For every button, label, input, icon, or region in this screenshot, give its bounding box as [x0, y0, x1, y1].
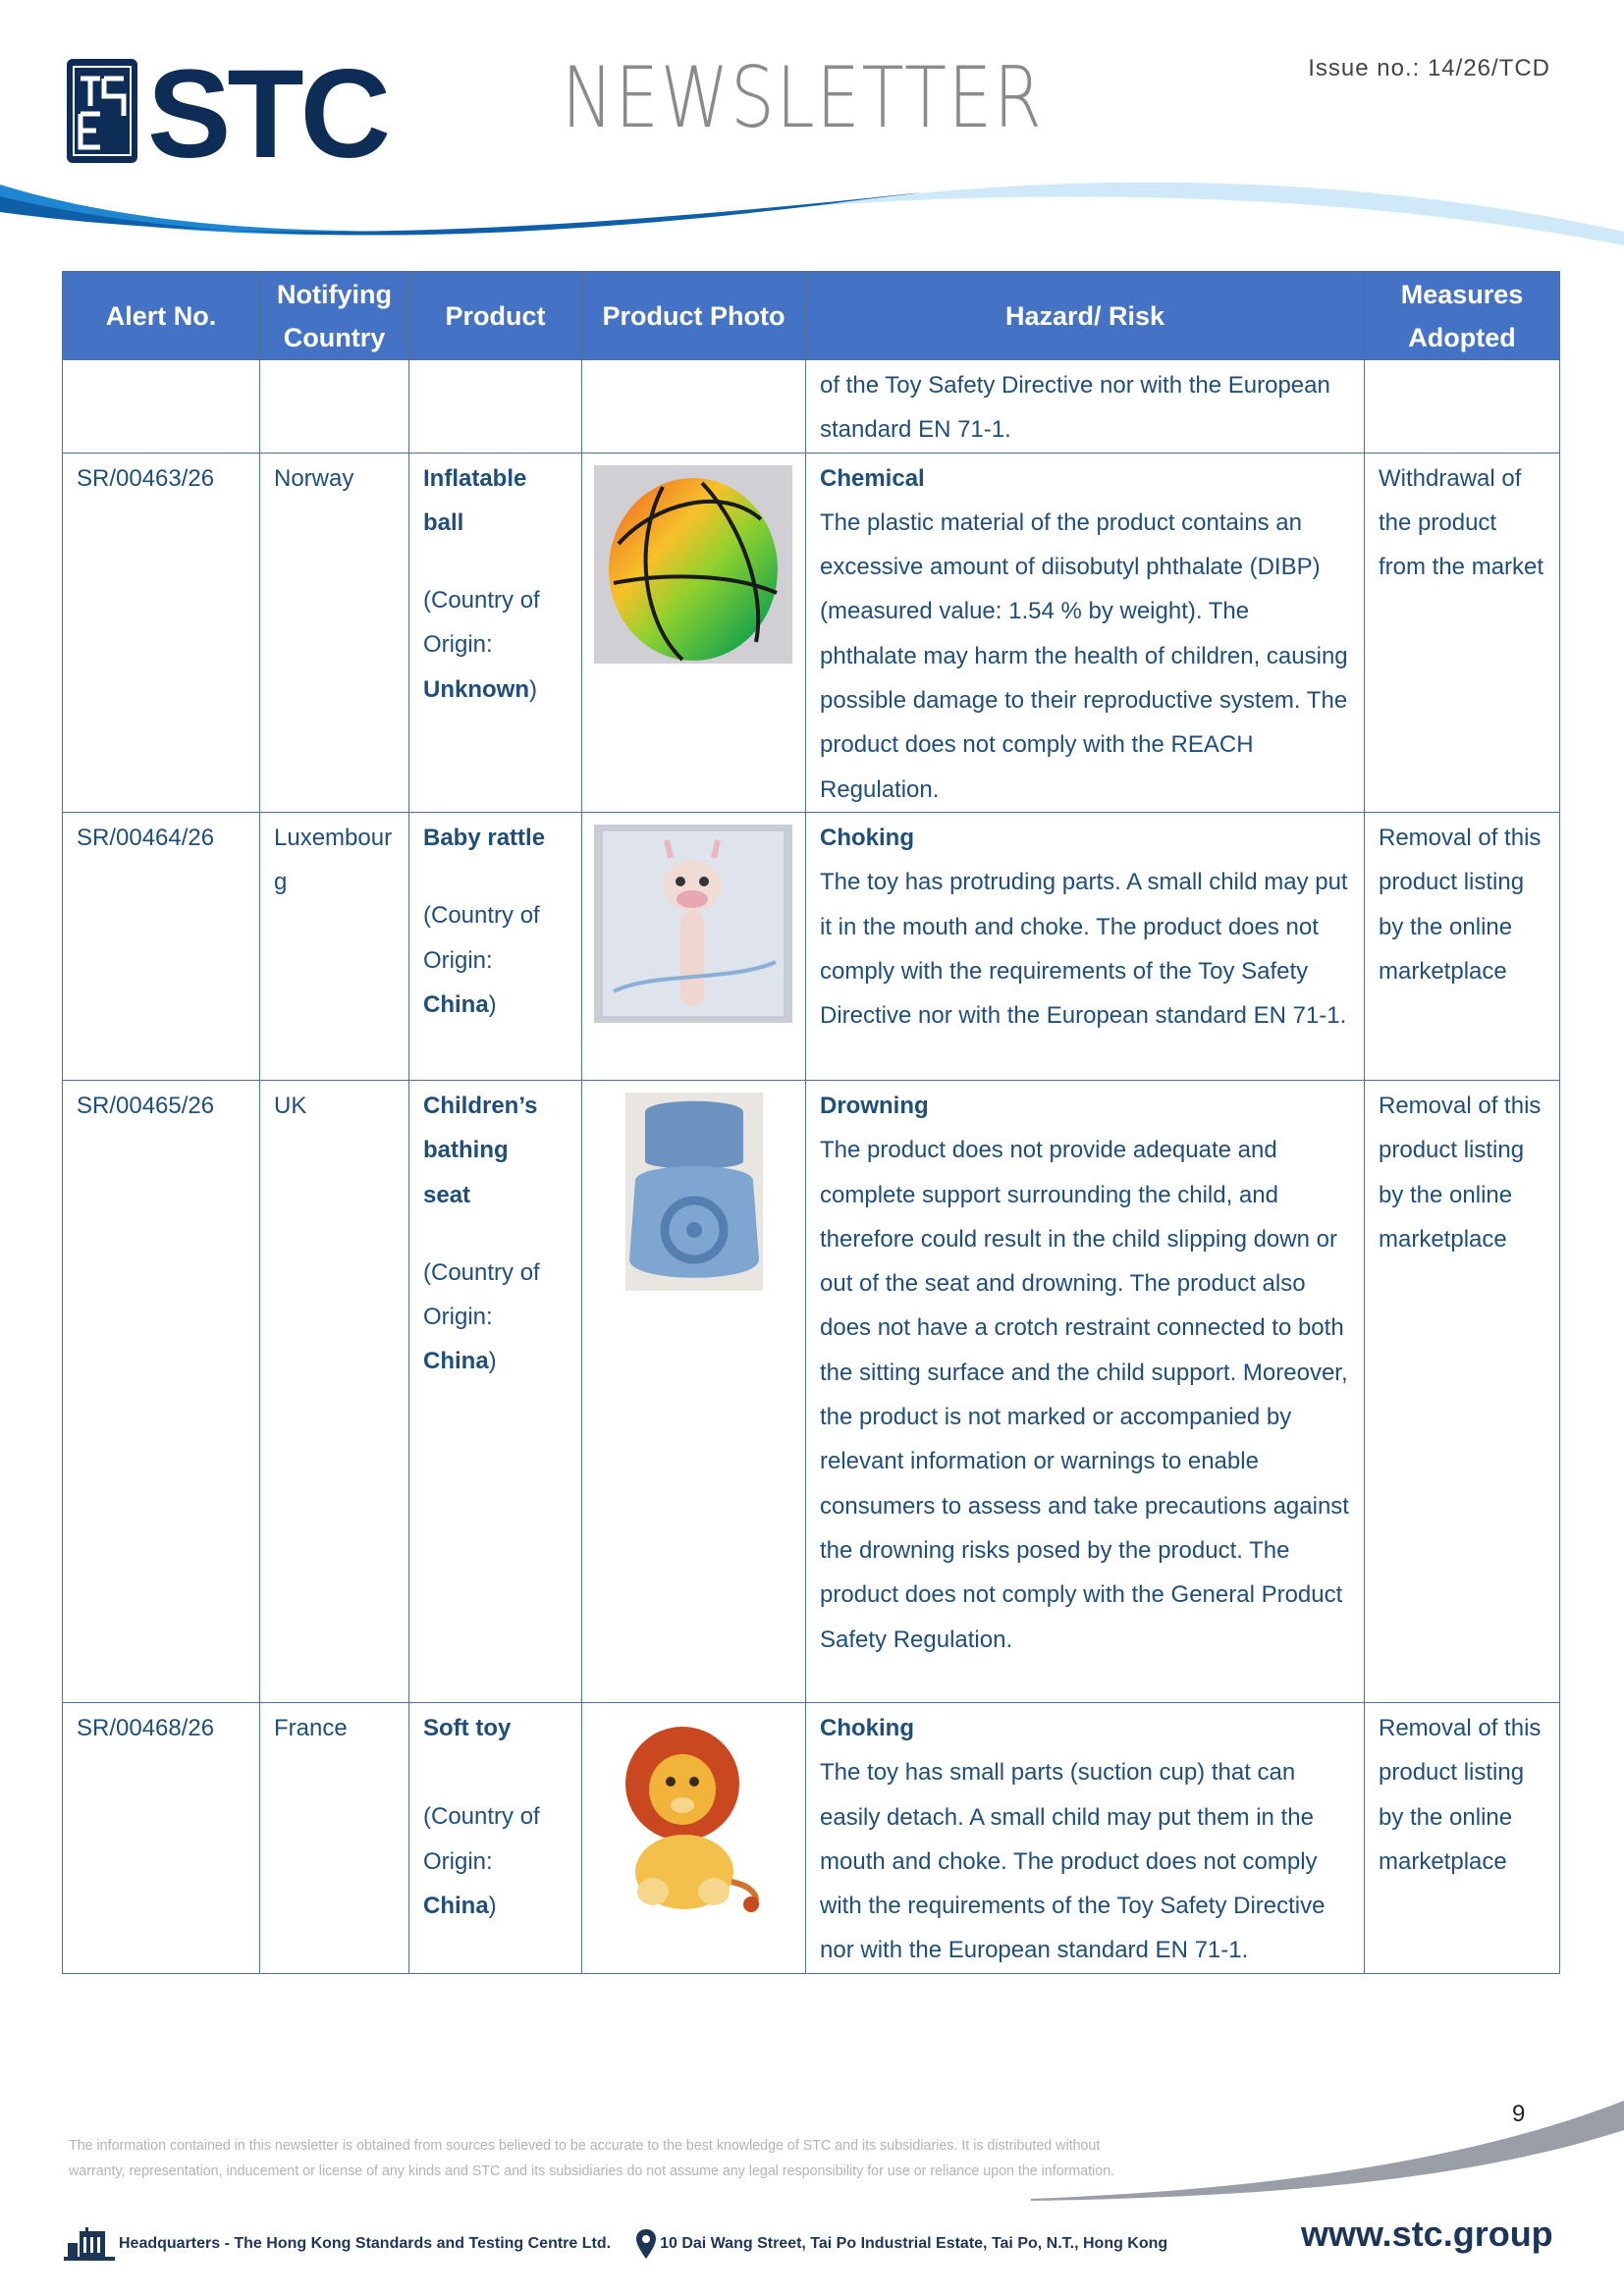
logo-text: STC: [147, 57, 387, 165]
column-header-product: Product: [409, 272, 582, 360]
footer-swoosh: [1031, 2091, 1624, 2209]
column-header-hazard-risk: Hazard/ Risk: [806, 272, 1365, 360]
alert-no: SR/00465/26: [63, 1080, 260, 1702]
hazard-description: The toy has small parts (suction cup) that can easily detach. A small child may put them in the mouth and choke. The product does not comply with the requirements of the Toy Safety Directive nor with the European standard EN 71-1.: [820, 1759, 1326, 1964]
table-row: [63, 453, 1560, 812]
product-name: Children’s bathing seat: [423, 1092, 538, 1208]
footer-contact: [64, 2226, 1167, 2262]
hazard-type: Drowning: [820, 1092, 929, 1119]
header-swoosh: [0, 177, 1624, 265]
product-name: Inflatable ball: [423, 464, 527, 536]
origin-prefix: (Country of Origin:: [423, 1258, 540, 1331]
product-photo-cell: [582, 1080, 806, 1702]
website-link[interactable]: www.stc.group: [1301, 2214, 1553, 2254]
logo-emblem-icon: [67, 59, 137, 163]
origin-country: China: [423, 1892, 489, 1919]
product-cell: Children’s bathing seat (Country of Origin: China): [409, 1080, 582, 1702]
table-row-continuation: [63, 360, 1560, 454]
measures-adopted: Removal of this product listing by the online marketplace: [1365, 812, 1560, 1080]
address-text: 10 Dai Wang Street, Tai Po Industrial Estate, Tai Po, N.T., Hong Kong: [660, 2235, 1168, 2252]
product-cell: Soft toy (Country of Origin: China): [409, 1702, 582, 1973]
measures-adopted: Removal of this product listing by the online marketplace: [1365, 1702, 1560, 1973]
table-row: [63, 1702, 1560, 1973]
hazard-continuation-text: of the Toy Safety Directive nor with the European standard EN 71-1.: [806, 360, 1365, 454]
notifying-country: Luxembourg: [260, 812, 409, 1080]
location-pin-icon: [636, 2229, 656, 2259]
inflatable-ball-photo: [594, 465, 792, 664]
hazard-description: The toy has protruding parts. A small child may put it in the mouth and choke. The product does not comply with the requirements of the Toy Safety Directive nor with the European standard EN 71-1.: [820, 869, 1348, 1030]
alert-no: SR/00468/26: [63, 1702, 260, 1973]
hazard-type: Chemical: [820, 464, 925, 492]
table-header-row: [63, 272, 1560, 360]
measures-adopted: Removal of this product listing by the online marketplace: [1365, 1080, 1560, 1702]
issue-number: Issue no.: 14/26/TCD: [1308, 55, 1550, 81]
column-header-product-photo: Product Photo: [582, 272, 806, 360]
column-header-notifying-country: Notifying Country: [260, 272, 409, 360]
page-number: 9: [1512, 2101, 1526, 2127]
hazard-cell: [806, 1702, 1365, 1973]
product-name: Soft toy: [423, 1714, 512, 1741]
origin-country: Unknown: [423, 675, 529, 703]
baby-rattle-photo: [594, 825, 792, 1023]
hazard-type: Choking: [820, 824, 914, 851]
hazard-cell: [806, 1080, 1365, 1702]
origin-prefix: (Country of Origin:: [423, 1803, 540, 1875]
product-cell: Baby rattle (Country of Origin: China): [409, 812, 582, 1080]
disclaimer-line-2: warranty, representation, inducement or license of any kinds and STC and its subsidiaries do not assume any legal responsibility for use or reliance upon the information.: [69, 2163, 1115, 2179]
notifying-country: France: [260, 1702, 409, 1973]
stc-logo: [67, 57, 460, 165]
bathing-seat-photo: [625, 1093, 763, 1291]
headquarters-text: Headquarters - The Hong Kong Standards and Testing Centre Ltd.: [119, 2235, 612, 2252]
origin-country: China: [423, 1348, 489, 1375]
column-header-measures-adopted: Measures Adopted: [1365, 272, 1560, 360]
safety-alert-table: [62, 271, 1560, 1974]
address-info: [636, 2229, 1167, 2259]
hazard-description: The product does not provide adequate and complete support surrounding the child, and therefore could result in the child slipping down or out of the seat and drowning. The product also does not have a crotch restraint connected to both the sitting surface and the child support. Moreover, the product is not marked or accompanied by relevant information or warnings to enable consumers to assess and take precautions against the drowning risks posed by the product. The product does not comply with the General Product Safety Regulation.: [820, 1137, 1349, 1653]
alert-no: SR/00463/26: [63, 453, 260, 812]
measures-adopted: Withdrawal of the product from the market: [1365, 453, 1560, 812]
product-photo-cell: [582, 1702, 806, 1973]
alert-no: SR/00464/26: [63, 812, 260, 1080]
table-row: [63, 1080, 1560, 1702]
origin-prefix: (Country of Origin:: [423, 587, 540, 659]
lion-soft-toy-photo: [594, 1715, 792, 1913]
product-photo-cell: [582, 812, 806, 1080]
hazard-cell: [806, 453, 1365, 812]
hazard-cell: [806, 812, 1365, 1080]
notifying-country: UK: [260, 1080, 409, 1702]
origin-country: China: [423, 990, 489, 1018]
product-name: Baby rattle: [423, 824, 546, 851]
hazard-description: The plastic material of the product contains an excessive amount of diisobutyl phthalate (DIBP) (measured value: 1.54 % by weight). The phthalate may harm the health of children, causing possible damage to their reproductive system. The product does not comply with the REACH Regulation.: [820, 508, 1348, 803]
disclaimer-line-1: The information contained in this newsletter is obtained from sources believed to be accurate to the best knowledge of STC and its subsidiaries. It is distributed without: [69, 2137, 1101, 2154]
product-cell: Inflatable ball (Country of Origin: Unknown): [409, 453, 582, 812]
origin-prefix: (Country of Origin:: [423, 902, 540, 974]
notifying-country: Norway: [260, 453, 409, 812]
hazard-type: Choking: [820, 1714, 914, 1741]
headquarters-info: [64, 2227, 611, 2261]
product-photo-cell: [582, 453, 806, 812]
column-header-alert-no: Alert No.: [63, 272, 260, 360]
newsletter-title: NEWSLETTER: [562, 49, 1044, 147]
building-icon: [64, 2227, 115, 2261]
table-row: [63, 812, 1560, 1080]
